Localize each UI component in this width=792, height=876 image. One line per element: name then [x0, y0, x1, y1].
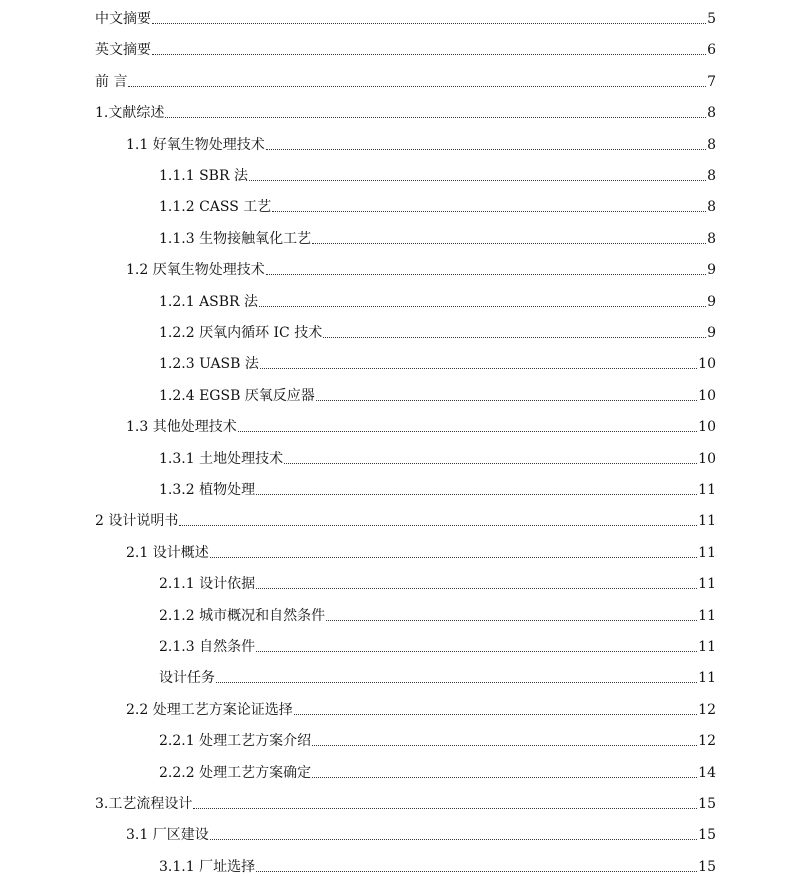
- toc-entry-title: 2.2 处理工艺方案论证选择: [126, 701, 293, 718]
- toc-entry[interactable]: [126, 697, 716, 719]
- toc-dot-leader: [128, 86, 706, 87]
- toc-entry[interactable]: [126, 822, 716, 844]
- toc-entry-title: 1.3.1 土地处理技术: [159, 450, 284, 467]
- toc-entry-page-number: 12: [698, 733, 716, 750]
- toc-entry-page-number: 10: [698, 387, 716, 404]
- toc-entry-title: 2.1 设计概述: [126, 544, 209, 561]
- toc-dot-leader: [256, 871, 697, 872]
- toc-entry[interactable]: [95, 791, 716, 813]
- toc-entry-title: 1.3.2 植物处理: [159, 482, 256, 498]
- toc-entry[interactable]: [126, 540, 716, 562]
- toc-entry[interactable]: [159, 603, 716, 625]
- toc-dot-leader: [326, 620, 697, 621]
- toc-dot-leader: [260, 368, 697, 369]
- toc-entry-page-number: 14: [698, 764, 716, 781]
- toc-dot-leader: [210, 839, 697, 840]
- toc-entry-title: 2.1.3 自然条件: [159, 639, 256, 655]
- toc-entry[interactable]: [159, 477, 716, 499]
- toc-entry-page-number: 11: [698, 513, 716, 530]
- toc-dot-leader: [294, 714, 697, 715]
- toc-dot-leader: [165, 117, 706, 118]
- toc-entry[interactable]: [159, 194, 716, 216]
- toc-entry-title: 1.1.3 生物接触氧化工艺: [159, 230, 312, 247]
- toc-entry-page-number: 8: [707, 199, 716, 216]
- toc-entry[interactable]: [159, 226, 716, 248]
- toc-dot-leader: [238, 431, 697, 432]
- toc-entry-title: 2.2.1 处理工艺方案介绍: [159, 733, 312, 750]
- toc-entry-title: 1.1.1 SBR 法: [159, 168, 248, 184]
- toc-entry-title: 1.2.4 EGSB 厌氧反应器: [159, 387, 315, 404]
- toc-entry-title: 2.2.2 处理工艺方案确定: [159, 764, 312, 781]
- toc-entry-title: 1.文献综述: [95, 105, 165, 122]
- toc-entry-title: 前 言: [95, 73, 128, 90]
- toc-entry[interactable]: [126, 257, 716, 279]
- toc-entry-page-number: 11: [698, 670, 716, 687]
- toc-entry[interactable]: [95, 100, 716, 122]
- toc-dot-leader: [259, 306, 706, 307]
- toc-entry[interactable]: [95, 69, 716, 91]
- toc-entry-title: 1.2.2 厌氧内循环 IC 技术: [159, 325, 323, 341]
- toc-entry[interactable]: [159, 634, 716, 656]
- toc-dot-leader: [316, 400, 697, 401]
- toc-entry[interactable]: [95, 37, 716, 59]
- toc-entry-page-number: 11: [698, 639, 716, 655]
- toc-entry-page-number: 6: [707, 42, 716, 59]
- toc-entry-page-number: 10: [698, 356, 716, 373]
- toc-entry[interactable]: [159, 571, 716, 593]
- toc-entry-page-number: 8: [707, 230, 716, 247]
- toc-entry[interactable]: [159, 446, 716, 468]
- toc-entry-page-number: 15: [698, 858, 716, 875]
- toc-entry[interactable]: [159, 289, 716, 311]
- toc-entry-title: 3.1.1 厂址选择: [159, 858, 256, 875]
- toc-entry-title: 1.2.1 ASBR 法: [159, 293, 259, 310]
- toc-entry-page-number: 7: [707, 73, 716, 90]
- toc-entry-page-number: 10: [698, 450, 716, 467]
- toc-entry-title: 3.1 厂区建设: [126, 827, 209, 844]
- toc-dot-leader: [256, 494, 697, 495]
- toc-entry-title: 中文摘要: [95, 11, 151, 27]
- toc-entry-page-number: 15: [698, 796, 716, 812]
- toc-entry-title: 1.2.3 UASB 法: [159, 356, 259, 373]
- toc-entry-title: 2.1.2 城市概况和自然条件: [159, 607, 326, 624]
- toc-entry-page-number: 9: [707, 325, 716, 341]
- toc-entry[interactable]: [159, 383, 716, 405]
- toc-dot-leader: [284, 463, 697, 464]
- toc-dot-leader: [312, 777, 697, 778]
- toc-entry-page-number: 10: [698, 419, 716, 436]
- toc-dot-leader: [266, 274, 706, 275]
- toc-dot-leader: [249, 180, 706, 181]
- toc-entry-page-number: 5: [707, 11, 716, 27]
- toc-entry-title: 2 设计说明书: [95, 513, 179, 530]
- toc-dot-leader: [266, 149, 706, 150]
- toc-entry-page-number: 12: [698, 701, 716, 718]
- toc-entry-page-number: 11: [698, 576, 716, 593]
- toc-dot-leader: [256, 651, 697, 652]
- toc-entry-title: 2.1.1 设计依据: [159, 576, 256, 593]
- toc-entry-title: 1.3 其他处理技术: [126, 419, 237, 436]
- toc-dot-leader: [272, 211, 706, 212]
- toc-entry-title: 1.2 厌氧生物处理技术: [126, 262, 265, 279]
- toc-entry-page-number: 9: [707, 262, 716, 279]
- toc-entry-page-number: 8: [707, 136, 716, 153]
- toc-entry[interactable]: [159, 351, 716, 373]
- toc-entry[interactable]: [95, 508, 716, 530]
- toc-entry-page-number: 15: [698, 827, 716, 844]
- toc-entry-title: 英文摘要: [95, 42, 151, 59]
- toc-entry-page-number: 8: [707, 105, 716, 122]
- toc-dot-leader: [210, 557, 697, 558]
- toc-entry-page-number: 11: [698, 482, 716, 498]
- toc-entry[interactable]: [159, 320, 716, 342]
- toc-dot-leader: [256, 588, 697, 589]
- toc-entry-title: 3.工艺流程设计: [95, 796, 193, 812]
- toc-entry[interactable]: [126, 132, 716, 154]
- toc-entry-page-number: 9: [707, 293, 716, 310]
- toc-dot-leader: [193, 808, 697, 809]
- toc-entry-title: 设计任务: [159, 670, 215, 687]
- toc-dot-leader: [323, 337, 706, 338]
- toc-dot-leader: [152, 54, 706, 55]
- toc-entry[interactable]: [159, 665, 716, 687]
- toc-entry[interactable]: [159, 728, 716, 750]
- toc-entry[interactable]: [159, 163, 716, 185]
- toc-entry-page-number: 8: [707, 168, 716, 184]
- toc-entry[interactable]: [95, 6, 716, 28]
- toc-dot-leader: [312, 745, 697, 746]
- toc-dot-leader: [216, 682, 697, 683]
- toc-entry-page-number: 11: [698, 544, 716, 561]
- toc-dot-leader: [179, 525, 697, 526]
- toc-dot-leader: [152, 23, 706, 24]
- toc-entry-title: 1.1 好氧生物处理技术: [126, 136, 265, 153]
- toc-entry[interactable]: [126, 414, 716, 436]
- toc-dot-leader: [312, 243, 706, 244]
- toc-entry[interactable]: [159, 854, 716, 876]
- toc-entry[interactable]: [159, 760, 716, 782]
- toc-entry-title: 1.1.2 CASS 工艺: [159, 199, 272, 216]
- toc-entry-page-number: 11: [698, 607, 716, 624]
